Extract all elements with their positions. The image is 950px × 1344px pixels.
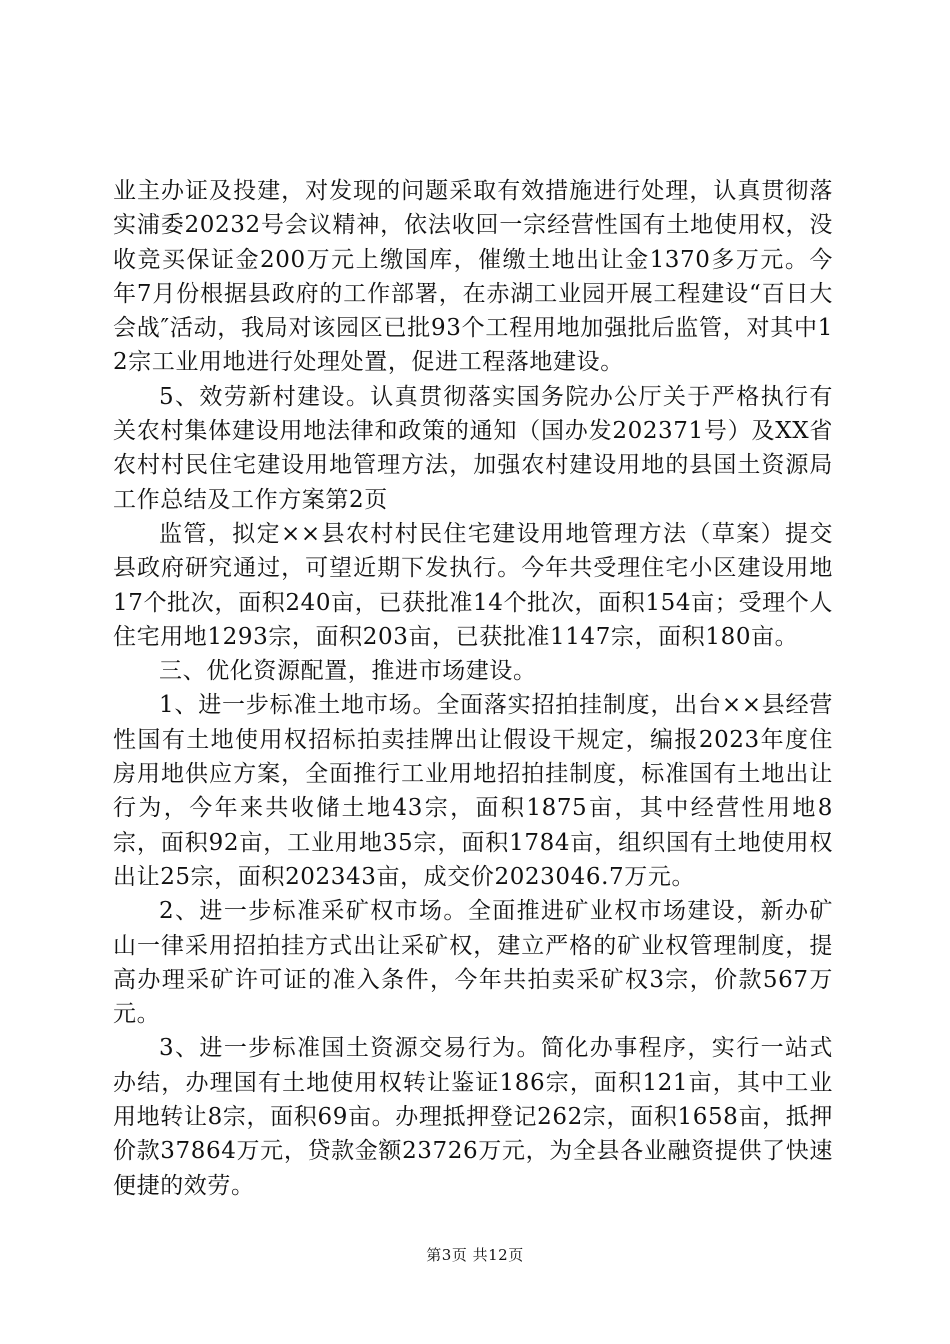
paragraph-continuation: 业主办证及投建，对发现的问题采取有效措施进行处理，认真贯彻落实浦委20232号会议精神，依法收回一宗经营性国有土地使用权，没收竞买保证金200万元上缴国库，催缴土地出让金1370多万元。今年7月份根据县政府的工作部署，在赤湖工业园开展工程建设“百日大会战″活动，我局对该园区已批93个工程用地加强批后监管，对其中12宗工业用地进行处理处置，促进工程落地建设。	[113, 178, 833, 376]
section-heading-resource-allocation: 三、优化资源配置，推进市场建设。	[159, 658, 537, 685]
paragraph-supervision: 监管，拟定××县农村村民住宅建设用地管理方法（草案）提交县政府研究通过，可望近期下发执行。今年共受理住宅小区建设用地17个批次，面积240亩，已获批准14个批次，面积154亩；受理个人住宅用地1293宗，面积203亩，已获批准1147宗，面积180亩。	[113, 520, 833, 650]
paragraph-land-market: 1、进一步标准土地市场。全面落实招拍挂制度，出台××县经营性国有土地使用权招标拍卖挂牌出让假设干规定，编报2023年度住房用地供应方案，全面推行工业用地招拍挂制度，标准国有土地出让行为，今年来共收储土地43宗，面积1875亩，其中经营性用地8宗，面积92亩，工业用地35宗，面积1784亩，组织国有土地使用权出让25宗，面积202343亩，成交价2023046.7万元。	[113, 692, 833, 890]
paragraph-new-village: 5、效劳新村建设。认真贯彻落实国务院办公厅关于严格执行有关农村集体建设用地法律和政策的通知（国办发202371号）及XX省农村村民住宅建设用地管理方法，加强农村建设用地的县国土资源局工作总结及工作方案第2页	[113, 383, 833, 513]
paragraph-trade-behavior: 3、进一步标准国土资源交易行为。简化办事程序，实行一站式办结，办理国有土地使用权转让鉴证186宗，面积121亩，其中工业用地转让8宗，面积69亩。办理抵押登记262宗，面积1658亩，抵押价款37864万元，贷款金额23726万元，为全县各业融资提供了快速便捷的效劳。	[113, 1035, 833, 1199]
document-body	[113, 174, 833, 1203]
paragraph-mining-market: 2、进一步标准采矿权市场。全面推进矿业权市场建设，新办矿山一律采用招拍挂方式出让采矿权，建立严格的矿业权管理制度，提高办理采矿许可证的准入条件，今年共拍卖采矿权3宗，价款567万元。	[113, 898, 833, 1028]
page-number-footer: 第3页 共12页	[426, 1246, 524, 1264]
